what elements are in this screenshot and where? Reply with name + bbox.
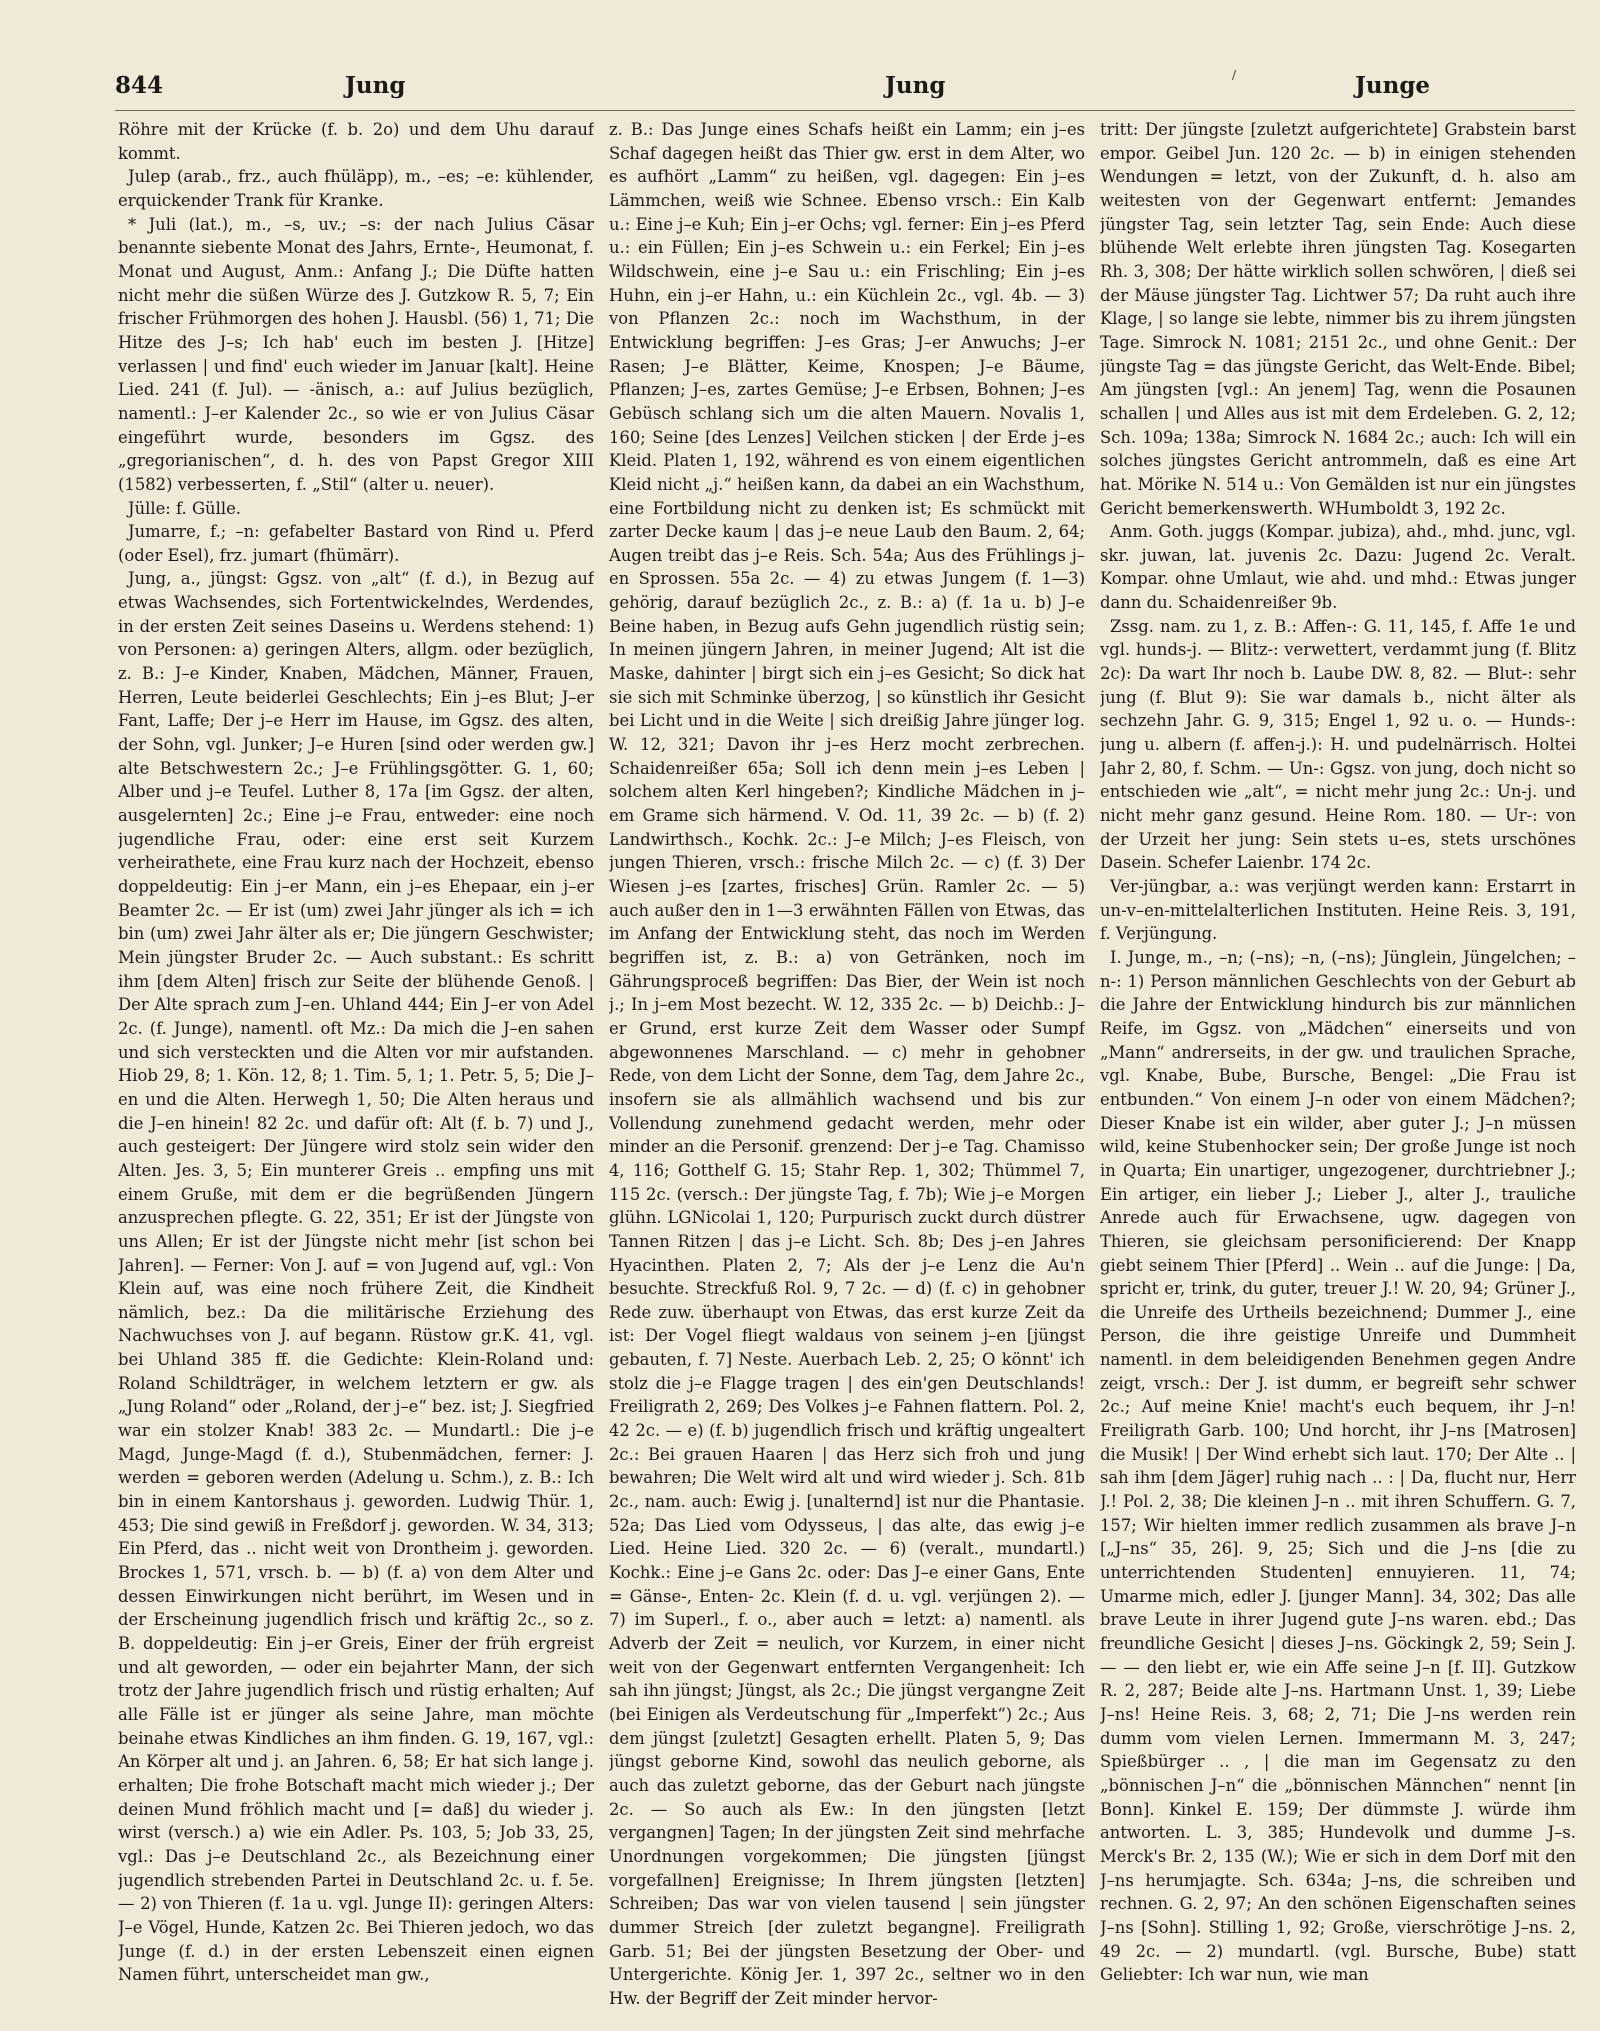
running-headword-right: Junge — [1355, 72, 1431, 99]
entry-paragraph: Jumarre, f.; –n: gefabelter Bastard von Rind u. Pferd (oder Esel), frz. jumart (fhümärr). — [118, 522, 594, 565]
text-column-3 — [1100, 118, 1576, 2008]
entry-paragraph: Röhre mit der Krücke (f. b. 2o) und dem Uhu darauf kommt. — [118, 120, 594, 163]
running-headword-left: Jung — [345, 72, 406, 99]
running-head — [115, 72, 1575, 108]
page-number: 844 — [115, 72, 164, 99]
entry-paragraph: Jung, a., jüngst: Ggsz. von „alt“ (f. d.), in Bezug auf etwas Wachsendes, sich Fortentwickelndes, Werdendes, in der ersten Zeit seines Daseins u. Werdens stehend: 1) von Personen: a) geringen Alters, allgm. oder bezüglich, z. B.: J–e Kinder, Knaben, Mädchen, Männer, Frauen, Herren, Leute beiderlei Geschlechts; Ein j–es Blut; J–er Fant, Laffe; Der j–e Herr im Hause, im Ggsz. des alten, der Sohn, vgl. Junker; J–e Huren [sind oder werden gw.] alte Betschwestern 2c.; J–e Frühlingsgötter. G. 1, 60; Alber und j–e Teufel. Luther 8, 17a [im Ggsz. der alten, ausgelernten] 2c.; Eine j–e Frau, entweder: eine noch jugendliche Frau, oder: eine erst seit Kurzem verheirathete, eine Frau kurz nach der Hochzeit, ebenso doppeldeutig: Ein j–er Mann, ein j–es Ehepaar, ein j–er Beamter 2c. — Er ist (um) zwei Jahr jünger als ich = ich bin (um) zwei Jahr älter als er; Die jüngern Geschwister; Mein jüngster Bruder 2c. — Auch substant.: Es schritt ihm [dem Alten] frisch zur Seite der blühende Genoß. | Der Alte sprach zum J–en. Uhland 444; Ein J–er von Adel 2c. (f. Junge), namentl. oft Mz.: Da mich die J–en sahen und sich versteckten und die Alten vor mir aufstanden. Hiob 29, 8; 1. Kön. 12, 8; 1. Tim. 5, 1; 1. Petr. 5, 5; Die J–en und die Alten. Herwegh 1, 50; Die Alten heraus und die J–en hinein! 82 2c. und dafür oft: Alt (f. b. 7) und J., auch gesteigert: Der Jüngere wird stolz sein wider den Alten. Jes. 3, 5; Ein munterer Greis .. empfing uns mit einem Gruße, mit dem er die begrüßenden Jüngern anzusprechen pflegte. G. 22, 351; Er ist der Jüngste von uns Allen; Er ist der Jüngste nicht mehr [ist schon bei Jahren]. — Ferner: Von J. auf = von Jugend auf, vgl.: Von Klein auf, was eine noch frühere Zeit, die Kindheit nämlich, bez.: Da die militärische Erziehung des Nachwuchses von J. auf begann. Rüstow gr.K. 41, vgl. bei Uhland 385 ff. die Gedichte: Klein-Roland und: Roland Schildträger, in welchem letztern er gw. als „Jung Roland“ oder „Roland, der j–e“ bez. ist; J. Siegfried war ein stolzer Knab! 383 2c. — Mundartl.: Die j–e Magd, Junge-Magd (f. d.), Stubenmädchen, ferner: J. werden = geboren werden (Adelung u. Schm.), z. B.: Ich bin in einem Kantorshaus j. geworden. Ludwig Thür. 1, 453; Die sind gewiß in Freßdorf j. geworden. W. 34, 313; Ein Pferd, das .. nicht weit von Drontheim j. geworden. Brockes 1, 571, vrsch. b. — b) (f. a) von dem Alter und dessen Einwirkungen nicht berührt, im Wesen und in der Erscheinung jugendlich frisch und kräftig 2c., so z. B. doppeldeutig: Ein j–er Greis, Einer der früh ergreist und alt geworden, — oder ein bejahrter Mann, der sich trotz der Jahre jugendlich frisch und rüstig erhalten; Auf alle Fälle ist er jünger als seine Jahre, man möchte beinahe etwas Kindliches an ihm finden. G. 19, 167, vgl.: An Körper alt und j. an Jahren. 6, 58; Er hat sich lange j. erhalten; Die frohe Botschaft macht mich wieder j.; Der deinen Mund fröhlich macht und [= daß] du wieder j. wirst (versch.) a) wie ein Adler. Ps. 103, 5; Job 33, 25, vgl.: Das j–e Deutschland 2c., als Bezeichnung einer jugendlich strebenden Partei in Deutschland 2c. u. f. 5e. — 2) von Thieren (f. 1a u. vgl. Junge II): geringen Alters: J–e Vögel, Hunde, Katzen 2c. Bei Thieren jedoch, wo das Junge (f. d.) in der ersten Lebenszeit einen eignen Namen führt, unterscheidet man gw., — [118, 569, 594, 1985]
entry-paragraph: tritt: Der jüngste [zuletzt aufgerichtete] Grabstein barst empor. Geibel Jun. 120 2c. — b) in einigen stehenden Wendungen = letzt, von der Zukunft, d. h. also am weitesten von der Gegenwart entfernt: Jemandes jüngster Tag, sein letzter Tag, sein Ende: Auch diese blühende Welt erlebte ihren jüngsten Tag. Kosegarten Rh. 3, 308; Der hätte wirklich sollen schwören, | dieß sei der Mäuse jüngster Tag. Lichtwer 57; Da ruht auch ihre Klage, | so lange sie lebte, nimmer bis zu ihrem jüngsten Tage. Simrock N. 1081; 2151 2c., und ohne Genit.: Der jüngste Tag = das jüngste Gericht, das Welt-Ende. Bibel; Am jüngsten [vgl.: An jenem] Tag, wenn die Posaunen schallen | und Alles aus ist mit dem Erdeleben. G. 2, 12; Sch. 109a; 138a; Simrock N. 1684 2c.; auch: Ich will ein solches jüngstes Gericht antrommeln, daß es eine Art hat. Mörike N. 514 u.: Von Gemälden ist nur ein jüngstes Gericht bemerkenswerth. WHumboldt 3, 192 2c. — [1100, 120, 1576, 518]
header-rule — [115, 110, 1575, 111]
entry-paragraph: * Juli (lat.), m., –s, uv.; –s: der nach Julius Cäsar benannte siebente Monat des Jahrs, Ernte-, Heumonat, f. Monat und August, Anm.: Anfang J.; Die Düfte hatten nicht mehr die süßen Würze des J. Gutzkow R. 5, 7; Ein frischer Frühmorgen des hohen J. Hausbl. (56) 1, 71; Die Hitze des J–s; Ich hab' euch im besten J. [Hitze] verlassen | und find' euch wieder im Januar [kalt]. Heine Lied. 241 (f. Jul). — -änisch, a.: auf Julius bezüglich, namentl.: J–er Kalender 2c., so wie er von Julius Cäsar eingeführt wurde, besonders im Ggsz. des „gregorianischen“, d. h. des von Papst Gregor XIII (1582) verbesserten, f. „Stil“ (alter u. neuer). — [118, 214, 594, 494]
entry-paragraph: Julep (arab., frz., auch fhüläpp), m., –es; –e: kühlender, erquickender Trank für Kranke. — [118, 167, 594, 210]
entry-paragraph: z. B.: Das Junge eines Schafs heißt ein Lamm; ein j–es Schaf dagegen heißt das Thier gw. erst in dem Alter, wo es aufhört „Lamm“ zu heißen, vgl. dagegen: Ein j–es Lämmchen, weiß wie Schnee. Ebenso vrsch.: Ein Kalb u.: Eine j–e Kuh; Ein j–er Ochs; vgl. ferner: Ein j–es Pferd u.: ein Füllen; Ein j–es Schwein u.: ein Ferkel; Ein j–es Wildschwein, eine j–e Sau u.: ein Frischling; Ein j–es Huhn, ein j–er Hahn, u.: ein Küchlein 2c., vgl. 4b. — 3) von Pflanzen 2c.: noch im Wachsthum, in der Entwicklung begriffen: J–es Gras; J–er Anwuchs; J–er Rasen; J–e Blätter, Keime, Knospen; J–e Bäume, Pflanzen; J–es, zartes Gemüse; J–e Erbsen, Bohnen; J–es Gebüsch schlang sich um die alten Mauern. Novalis 1, 160; Seine [des Lenzes] Veilchen sticken | der Erde j–es Kleid. Platen 1, 192, während es von einem eigentlichen Kleid nicht „j.“ heißen kann, da dabei an ein Wachsthum, eine Fortbildung nicht zu denken ist; Es schmückt mit zarter Decke kaum | das j–e neue Laub den Baum. 2, 64; Augen treibt das j–e Reis. Sch. 54a; Aus des Frühlings j–en Sprossen. 55a 2c. — 4) zu etwas Jungem (f. 1—3) gehörig, darauf bezüglich 2c., z. B.: a) (f. 1a u. b) J–e Beine haben, in Bezug aufs Gehn jugendlich rüstig sein; In meinen jüngern Jahren, in meiner Jugend; Alt ist die Maske, dahinter | birgt sich ein j–es Gesicht; So dick hat sie sich mit Schminke überzog, | so künstlich ihr Gesicht bei Licht und in die Weite | sich dreißig Jahre jünger log. W. 12, 321; Davon ihr j–es Herz mocht zerbrechen. Schaidenreißer 65a; Soll ich denn mein j–es Leben | solchem alten Kerl hingeben?; Kindliche Mädchen in j–em Grame sich härmend. V. Od. 11, 39 2c. — b) (f. 2) Landwirthsch., Kochk. 2c.: J–e Milch; J–es Fleisch, von jungen Thieren, vrsch.: frische Milch 2c. — c) (f. 3) Der Wiesen j–es [zartes, frisches] Grün. Ramler 2c. — 5) auch außer den in 1—3 erwähnten Fällen von Etwas, das im Anfang der Entwicklung steht, das noch im Werden begriffen ist, z. B.: a) von Getränken, noch im Gährungsproceß begriffen: Das Bier, der Wein ist noch j.; In j–em Most bezecht. W. 12, 335 2c. — b) Deichb.: J–er Grund, erst kurze Zeit dem Wasser oder Sumpf abgewonnenes Marschland. — c) mehr in gehobner Rede, von dem Licht der Sonne, dem Tag, dem Jahre 2c., insofern sie als allmählich wachsend und bis zur Vollendung zunehmend gedacht werden, mehr oder minder an die Personif. grenzend: Der j–e Tag. Chamisso 4, 116; Gotthelf G. 15; Stahr Rep. 1, 302; Thümmel 7, 115 2c. (versch.: Der jüngste Tag, f. 7b); Wie j–e Morgen glühn. LGNicolai 1, 120; Purpurisch zuckt durch düstrer Tannen Ritzen | das j–e Licht. Sch. 8b; Des j–en Jahres Hyacinthen. Platen 2, 7; Als der j–e Lenz die Au'n besuchte. Streckfuß Rol. 9, 7 2c. — d) (f. c) in gehobner Rede zuw. überhaupt von Etwas, das erst kurze Zeit da ist: Der Vogel fliegt waldaus von seinem j–en [jüngst gebauten, f. 7] Neste. Auerbach Leb. 2, 25; O könnt' ich stolz die j–e Flagge tragen | des ein'gen Deutschlands! Freiligrath 2, 269; Des Volkes j–e Fahnen flattern. Pol. 2, 42 2c. — e) (f. b) jugendlich frisch und kräftig ungealtert 2c.: Bei grauen Haaren | das Herz sich froh und jung bewahren; Die Welt wird alt und wird wieder j. Sch. 81b 2c., nam. auch: Ewig j. [unalternd] ist nur die Phantasie. 52a; Das Lied vom Odysseus, | das alte, das ewig j–e Lied. Heine Lied. 320 2c. — 6) (veralt., mundartl.) Kochk.: Eine j–e Gans 2c. oder: Das J–e einer Gans, Ente = Gänse-, Enten- 2c. Klein (f. d. u. vgl. verjüngen 2). — 7) im Superl., f. o., aber auch = letzt: a) namentl. als Adverb der Zeit = neulich, vor Kurzem, in einer nicht weit von der Gegenwart entfernten Vergangenheit: Ich sah ihn jüngst; Jüngst, als 2c.; Die jüngst vergangne Zeit (bei Einigen als Verdeutschung für „Imperfekt“) 2c.; Aus dem jüngst [zuletzt] Gesagten erhellt. Platen 5, 9; Das jüngst geborne Kind, sowohl das neulich geborne, als auch das zuletzt geborne, das der Geburt nach jüngste 2c. — So auch als Ew.: In den jüngsten [letzt vergangnen] Tagen; In der jüngsten Zeit sind mehrfache Unordnungen vorgekommen; Die jüngsten [jüngst vorgefallnen] Ereignisse; In Ihrem jüngsten [letzten] Schreiben; Das war von vielen tausend | sein jüngster dummer Streich [der zuletzt begangne]. Freiligrath Garb. 51; Bei der jüngsten Besetzung der Ober- und Untergerichte. König Jer. 1, 397 2c., seltner wo in den Hw. der Begriff der Zeit minder hervor- — [609, 120, 1085, 2008]
entry-paragraph: Zssg. nam. zu 1, z. B.: Affen-: G. 11, 145, f. Affe 1e und vgl. hunds-j. — Blitz-: verwettert, verdammt jung (f. Blitz 2c): Da wart Ihr noch b. Laube DW. 8, 82. — Blut-: sehr jung (f. Blut 9): Sie war damals b., nicht älter als sechzehn Jahr. G. 9, 315; Engel 1, 92 u. o. — Hunds-: jung u. albern (f. affen-j.): H. und pudelnärrisch. Holtei Jahr 2, 80, f. Schm. — Un-: Ggsz. von jung, doch nicht so entschieden wie „alt“, = nicht mehr jung 2c.: Un-j. und nicht mehr ganz gesund. Heine Rom. 180. — Ur-: von der Urzeit her jung: Sein stets u–es, stets urschönes Dasein. Schefer Laienbr. 174 2c. — [1100, 616, 1576, 873]
entry-paragraph: I. Junge, m., –n; (–ns); –n, (–ns); Jünglein, Jüngelchen; –n-: 1) Person männlichen Geschlechts von der Geburt ab die Jahre der Entwicklung hindurch bis zur männlichen Reife, im Ggsz. von „Mädchen“ einerseits und von „Mann“ andrerseits, in der gw. und traulichen Sprache, vgl. Knabe, Bube, Bursche, Bengel: „Die Frau ist entbunden.“ Von einem J–n oder von einem Mädchen?; Dieser Knabe ist ein wilder, aber guter J.; J–n müssen wild, keine Stubenhocker sein; Der große Junge ist noch in Quarta; Ein unartiger, ungezogener, durchtriebner J.; Ein artiger, ein lieber J.; Lieber J., alter J., trauliche Anrede auch für Erwachsene, ugw. dagegen von Thieren, sie gleichsam personificierend: Der Knapp giebt seinem Thier [Pferd] .. Wein .. auf die Junge: | Da, spricht er, trink, du guter, treuer J.! W. 20, 94; Grüner J., die Unreife des Urtheils bezeichnend; Dummer J., eine Person, die ihre geistige Unreife und Dummheit namentl. in dem beleidigenden Benehmen gegen Andre zeigt, vrsch.: Der J. ist dumm, er begreift sehr schwer 2c.; Auf meine Knie! macht's euch bequem, ihr J–n! Freiligrath Garb. 100; Und horcht, ihr J–ns [Matrosen] die Musik! | Der Wind erhebt sich laut. 170; Der Alte .. | sah ihm [dem Jäger] ruhig nach .. : | Da, flucht nur, Herr J.! Pol. 2, 38; Die kleinen J–n .. mit ihren Schuffern. G. 7, 157; Wir hielten immer redlich zusammen als brave J–n [„J–ns“ 35, 26]. 9, 25; Sich und die J–ns [die zu unterrichtenden Studenten] ennuyieren. 11, 74; Umarme mich, edler J. [junger Mann]. 34, 302; Das alle brave Leute in ihrer Jugend gute J–ns waren. ebd.; Das freundliche Gesicht | dieses J–ns. Göckingk 2, 59; Sein J. — — den liebt er, wie ein Affe seine J–n [f. II]. Gutzkow R. 2, 287; Beide alte J–ns. Hartmann Unst. 1, 39; Liebe J–ns! Heine Reis. 3, 68; 2, 71; Die J–ns werden rein dumm vom vielen Lernen. Immermann M. 3, 247; Spießbürger .. , | die man im Gegensatz zu den „bönnischen J–n“ die „bönnischen Männchen“ nennt [in Bonn]. Kinkel E. 159; Der dümmste J. würde ihm antworten. L. 3, 385; Hundevolk und dumme J–s. Merck's Br. 2, 135 (W.); Wie er sich in dem Dorf mit den J–ns herumjagte. Sch. 634a; J–ns, die schreiben und rechnen. G. 2, 97; An den schönen Eigenschaften seines J–ns [Sohn]. Stilling 1, 92; Große, vierschrötige J–ns. 2, 49 2c. — 2) mundartl. (vgl. Bursche, Bube) statt Geliebter: Ich war nun, wie man — [1100, 947, 1576, 1985]
entry-paragraph: Jülle: f. Gülle. — [128, 498, 241, 518]
running-headword-center: Jung — [885, 72, 946, 99]
header-mark: / — [1232, 68, 1237, 82]
entry-paragraph: Anm. Goth. juggs (Kompar. jubiza), ahd., mhd. junc, vgl. skr. juwan, lat. juvenis 2c. Dazu: Jugend 2c. Veralt. Kompar. ohne Umlaut, wie ahd. und mhd.: Etwas junger dann du. Schaidenreißer 9b. — [1100, 522, 1576, 613]
text-column-1 — [118, 118, 594, 2008]
text-column-2 — [609, 118, 1085, 2008]
entry-paragraph: Ver-jüngbar, a.: was verjüngt werden kann: Erstarrt in un-v–en-mittelalterlichen Instituten. Heine Reis. 3, 191, f. Verjüngung. — [1100, 877, 1576, 944]
